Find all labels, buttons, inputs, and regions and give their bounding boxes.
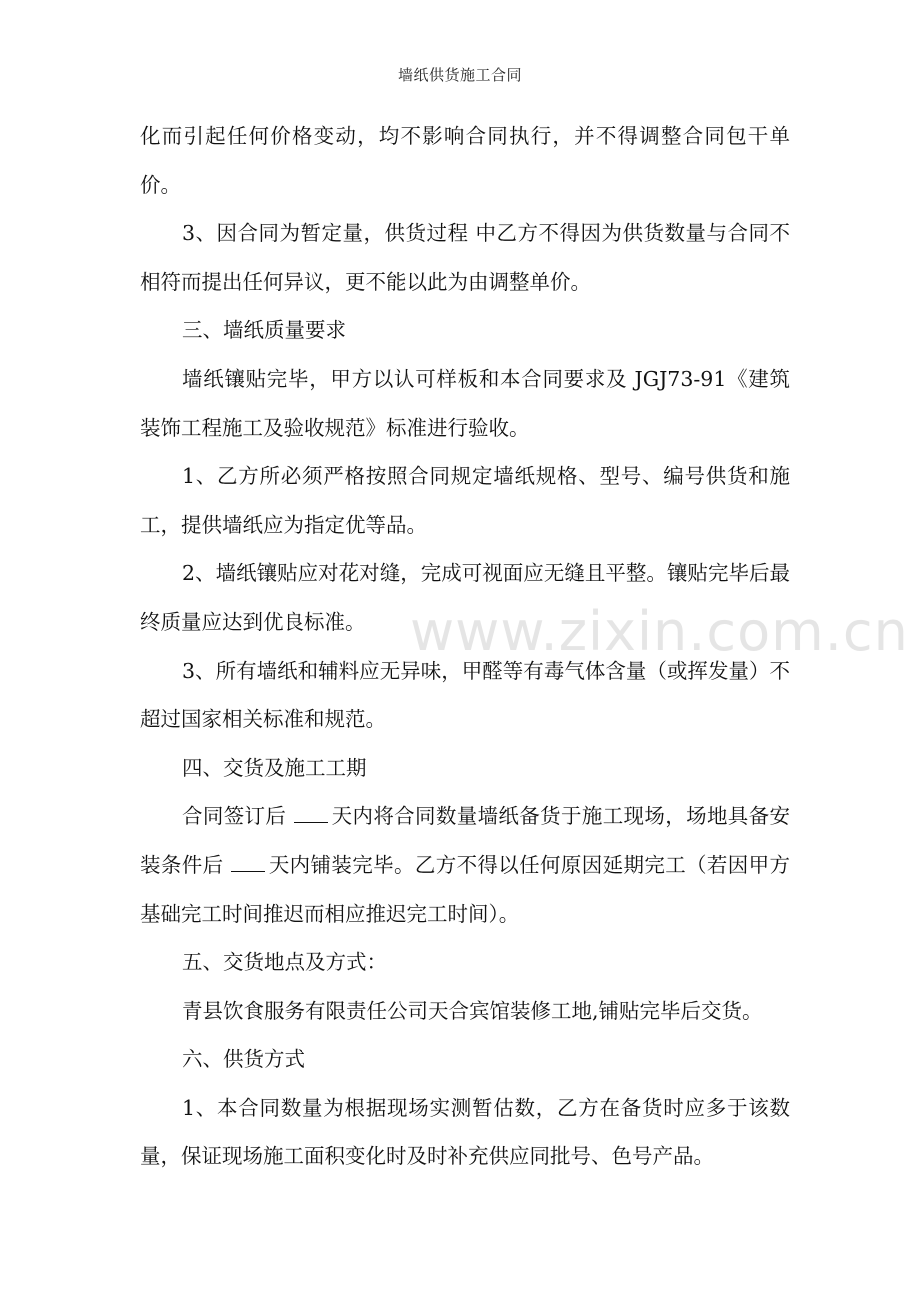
paragraph-supply-1: 1、本合同数量为根据现场实测暂估数，乙方在备货时应多于该数量，保证现场施工面积变化时及时补充供应同批号、色号产品。	[140, 1095, 790, 1169]
blank-days-delivery	[294, 804, 328, 823]
page-header-title: 墙纸供货施工合同	[397, 66, 522, 84]
blank-days-install	[231, 853, 265, 872]
paragraph-acceptance: 墙纸镶贴完毕，甲方以认可样板和本合同要求及 JGJ73-91《建筑装饰工程施工及验收规范》标准进行验收。	[140, 366, 790, 440]
document-body	[140, 112, 790, 1181]
paragraph-quality-2: 2、墙纸镶贴应对花对缝，完成可视面应无缝且平整。镶贴完毕后最终质量应达到优良标准。	[140, 561, 790, 634]
section-heading-quality: 三、墙纸质量要求	[182, 318, 346, 343]
delivery-text-a: 合同签订后	[182, 804, 287, 829]
paragraph-quality-3: 3、所有墙纸和辅料应无异味，甲醛等有毒气体含量（或挥发量）不超过国家相关标准和规范。	[140, 658, 790, 732]
paragraph-clause-3: 3、因合同为暂定量，供货过程 中乙方不得因为供货数量与合同不相符而提出任何异议，更不能以此为由调整单价。	[140, 221, 790, 294]
delivery-text-c: 天内铺装完毕。乙方不得以任何原因延期完工（若因甲方基础完工时间推迟而相应推迟完工时间）。	[140, 852, 791, 926]
paragraph-price-continuation: 化而引起任何价格变动，均不影响合同执行，并不得调整合同包干单价。	[140, 124, 790, 197]
delivery-text-b: 天内将合同数量墙纸备货于施工现场，场地具备安装条件后	[140, 804, 791, 877]
watermark-text: www.zixin.com.cn	[410, 600, 909, 663]
paragraph-quality-1: 1、乙方所必须严格按照合同规定墙纸规格、型号、编号供货和施工，提供墙纸应为指定优等品。	[140, 464, 790, 537]
section-heading-delivery-period: 四、交货及施工工期	[182, 755, 367, 780]
paragraph-delivery-period	[140, 792, 790, 938]
paragraph-delivery-place: 青县饮食服务有限责任公司天合宾馆装修工地,铺贴完毕后交货。	[182, 998, 763, 1023]
section-heading-delivery-place: 五、交货地点及方式：	[182, 950, 387, 975]
section-heading-supply-method: 六、供货方式	[182, 1047, 305, 1072]
